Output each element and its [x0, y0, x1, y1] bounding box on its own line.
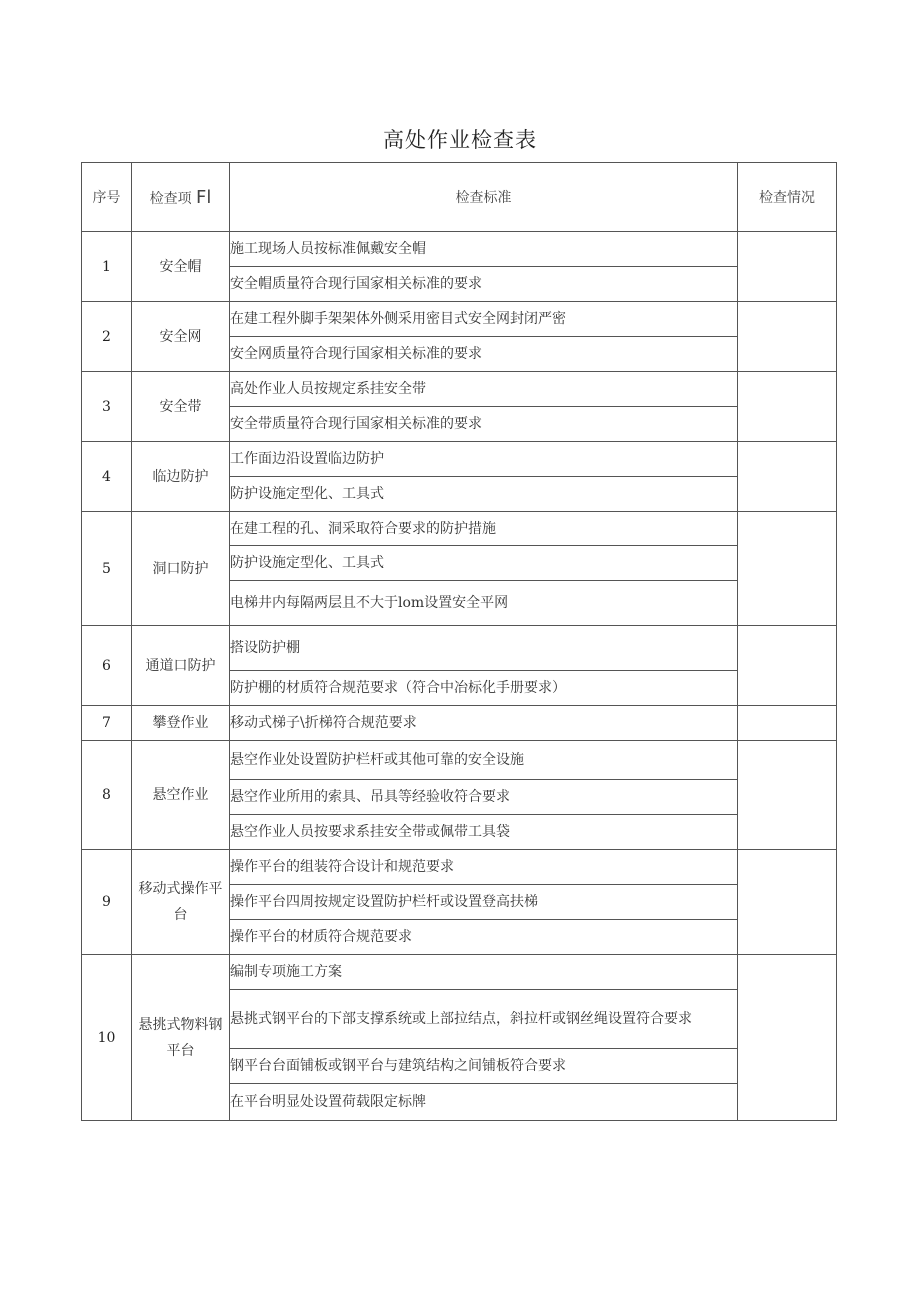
- criterion: 编制专项施工方案: [230, 955, 738, 990]
- header-item-suffix: Fl: [196, 186, 212, 208]
- page-title: 高处作业检查表: [383, 128, 537, 152]
- criterion: 安全帽质量符合现行国家相关标准的要求: [230, 267, 738, 302]
- status-cell[interactable]: [738, 372, 837, 442]
- row-number: 4: [82, 442, 132, 512]
- criterion: 悬挑式钢平台的下部支撑系统或上部拉结点，斜拉杆或钢丝绳设置符合要求: [230, 990, 738, 1049]
- status-cell[interactable]: [738, 706, 837, 741]
- criterion: 操作平台四周按规定设置防护栏杆或设置登高扶梯: [230, 885, 738, 920]
- row-number: 9: [82, 850, 132, 955]
- header-row: [82, 163, 837, 232]
- table-row: [82, 741, 837, 780]
- criterion: 操作平台的组装符合设计和规范要求: [230, 850, 738, 885]
- row-item: 攀登作业: [132, 706, 230, 741]
- criterion: 在建工程的孔、洞采取符合要求的防护措施: [230, 512, 738, 546]
- status-cell[interactable]: [738, 442, 837, 512]
- row-number: 6: [82, 626, 132, 706]
- row-number: 5: [82, 512, 132, 626]
- row-number: 2: [82, 302, 132, 372]
- criterion: 防护设施定型化、工具式: [230, 477, 738, 512]
- row-number: 7: [82, 706, 132, 741]
- criterion: 防护棚的材质符合规范要求（符合中冶标化手册要求）: [230, 671, 738, 706]
- table-row: [82, 302, 837, 337]
- criterion: 移动式梯子\折梯符合规范要求: [230, 706, 738, 741]
- status-cell[interactable]: [738, 741, 837, 850]
- criterion: 悬空作业所用的索具、吊具等经验收符合要求: [230, 780, 738, 815]
- criterion: 安全带质量符合现行国家相关标准的要求: [230, 407, 738, 442]
- row-item: 安全网: [132, 302, 230, 372]
- header-status: 检查情况: [738, 163, 837, 232]
- header-no: 序号: [82, 163, 132, 232]
- row-number: 8: [82, 741, 132, 850]
- row-number: 1: [82, 232, 132, 302]
- table-row: [82, 372, 837, 407]
- row-item: 悬空作业: [132, 741, 230, 850]
- criterion: 悬空作业处设置防护栏杆或其他可靠的安全设施: [230, 741, 738, 780]
- status-cell[interactable]: [738, 232, 837, 302]
- status-cell[interactable]: [738, 850, 837, 955]
- row-item: 悬挑式物料钢平台: [132, 955, 230, 1121]
- criterion: 安全网质量符合现行国家相关标准的要求: [230, 337, 738, 372]
- table-row: [82, 850, 837, 885]
- inspection-table: [81, 162, 837, 1121]
- criterion: 悬空作业人员按要求系挂安全带或佩带工具袋: [230, 815, 738, 850]
- table-row: [82, 512, 837, 546]
- row-item: 通道口防护: [132, 626, 230, 706]
- row-number: 10: [82, 955, 132, 1121]
- header-item: [132, 163, 230, 232]
- criterion: 在平台明显处设置荷载限定标牌: [230, 1084, 738, 1121]
- row-item: 安全帽: [132, 232, 230, 302]
- status-cell[interactable]: [738, 512, 837, 626]
- header-criteria: 检查标准: [230, 163, 738, 232]
- criterion: 高处作业人员按规定系挂安全带: [230, 372, 738, 407]
- row-item: 临边防护: [132, 442, 230, 512]
- table-row: [82, 232, 837, 267]
- table-row: [82, 442, 837, 477]
- status-cell[interactable]: [738, 626, 837, 706]
- criterion: 操作平台的材质符合规范要求: [230, 920, 738, 955]
- criterion: 工作面边沿设置临边防护: [230, 442, 738, 477]
- status-cell[interactable]: [738, 302, 837, 372]
- criterion: 钢平台台面铺板或钢平台与建筑结构之间铺板符合要求: [230, 1049, 738, 1084]
- row-item: 安全带: [132, 372, 230, 442]
- criterion: 在建工程外脚手架架体外侧采用密目式安全网封闭严密: [230, 302, 738, 337]
- table-row: [82, 626, 837, 671]
- row-item: 移动式操作平台: [132, 850, 230, 955]
- row-number: 3: [82, 372, 132, 442]
- table-row: [82, 706, 837, 741]
- table-row: [82, 955, 837, 990]
- criterion: 施工现场人员按标准佩戴安全帽: [230, 232, 738, 267]
- status-cell[interactable]: [738, 955, 837, 1121]
- row-item: 洞口防护: [132, 512, 230, 626]
- criterion: 搭设防护棚: [230, 626, 738, 671]
- header-item-label: 检查项: [149, 190, 192, 207]
- criterion: 防护设施定型化、工具式: [230, 546, 738, 581]
- criterion: 电梯井内每隔两层且不大于lom设置安全平网: [230, 581, 738, 626]
